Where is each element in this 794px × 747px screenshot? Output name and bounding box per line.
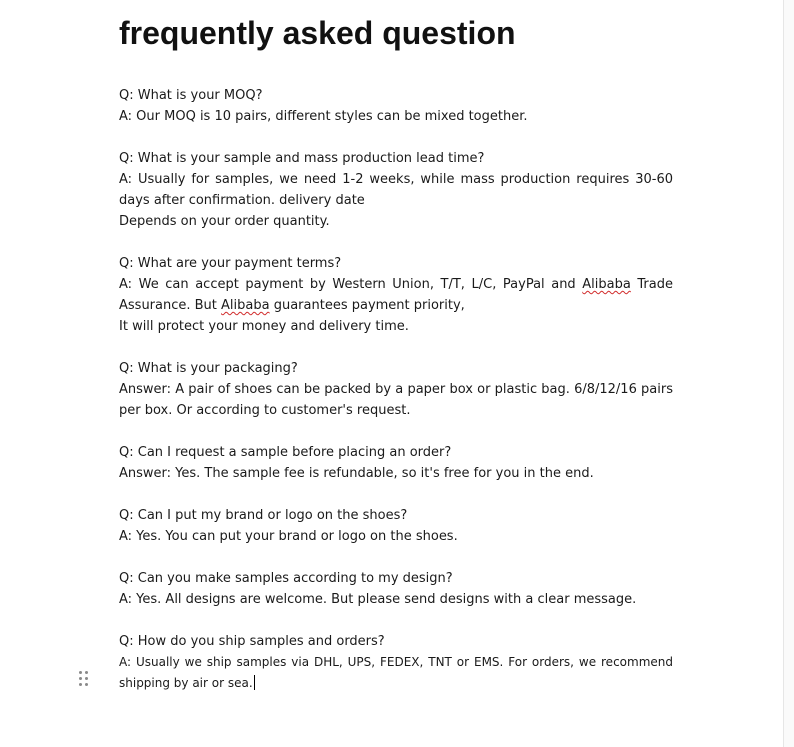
faq-question[interactable]: Q: What are your payment terms?: [119, 256, 342, 271]
faq-question[interactable]: Q: What is your sample and mass production lead time?: [119, 151, 485, 166]
faq-list: [119, 85, 673, 715]
faq-answer[interactable]: A: Yes. All designs are welcome. But please send designs with a clear message.: [119, 592, 637, 607]
faq-item-custom-design: [119, 568, 673, 610]
faq-answer[interactable]: A: Our MOQ is 10 pairs, different styles can be mixed together.: [119, 109, 528, 124]
answer-text: Trade Assurance. But: [119, 277, 673, 313]
faq-question[interactable]: Q: What is your MOQ?: [119, 88, 263, 103]
faq-item-sample-request: [119, 442, 673, 484]
faq-item-packaging: [119, 358, 673, 421]
text-cursor: [254, 675, 255, 690]
document-title[interactable]: frequently asked question: [119, 15, 516, 51]
faq-answer[interactable]: Answer: Yes. The sample fee is refundable, so it's free for you in the end.: [119, 466, 594, 481]
misspelled-word[interactable]: Alibaba: [221, 298, 270, 313]
faq-answer[interactable]: Answer: A pair of shoes can be packed by a paper box or plastic bag. 6/8/12/16 pairs per box. Or according to customer's request.: [119, 382, 673, 418]
faq-answer[interactable]: [119, 652, 673, 694]
faq-answer[interactable]: A: Usually for samples, we need 1-2 weeks, while mass production requires 30-60 days after confirmation. delivery date: [119, 172, 673, 208]
answer-text: A: We can accept payment by Western Union, T/T, L/C, PayPal and: [119, 277, 583, 292]
faq-question[interactable]: Q: Can I request a sample before placing an order?: [119, 445, 452, 460]
faq-answer-continued[interactable]: Depends on your order quantity.: [119, 214, 330, 229]
drag-handle-icon[interactable]: [78, 670, 90, 688]
misspelled-word[interactable]: Alibaba: [582, 277, 631, 292]
faq-item-moq: [119, 85, 673, 127]
faq-item-shipping: [119, 631, 673, 694]
faq-answer[interactable]: A: Yes. You can put your brand or logo on the shoes.: [119, 529, 458, 544]
faq-question[interactable]: Q: What is your packaging?: [119, 361, 298, 376]
faq-item-branding: [119, 505, 673, 547]
page-edge: [783, 0, 794, 747]
faq-answer-continued[interactable]: It will protect your money and delivery time.: [119, 319, 409, 334]
faq-question[interactable]: Q: Can you make samples according to my design?: [119, 571, 453, 586]
answer-text: A: Usually we ship samples via DHL, UPS, FEDEX, TNT or EMS. For orders, we recommend shipping by air or sea.: [119, 655, 673, 690]
faq-item-payment: [119, 253, 673, 337]
faq-item-lead-time: [119, 148, 673, 232]
faq-question[interactable]: Q: Can I put my brand or logo on the shoes?: [119, 508, 408, 523]
answer-text: guarantees payment priority,: [269, 298, 465, 313]
faq-question[interactable]: Q: How do you ship samples and orders?: [119, 634, 385, 649]
faq-answer[interactable]: [119, 274, 673, 316]
